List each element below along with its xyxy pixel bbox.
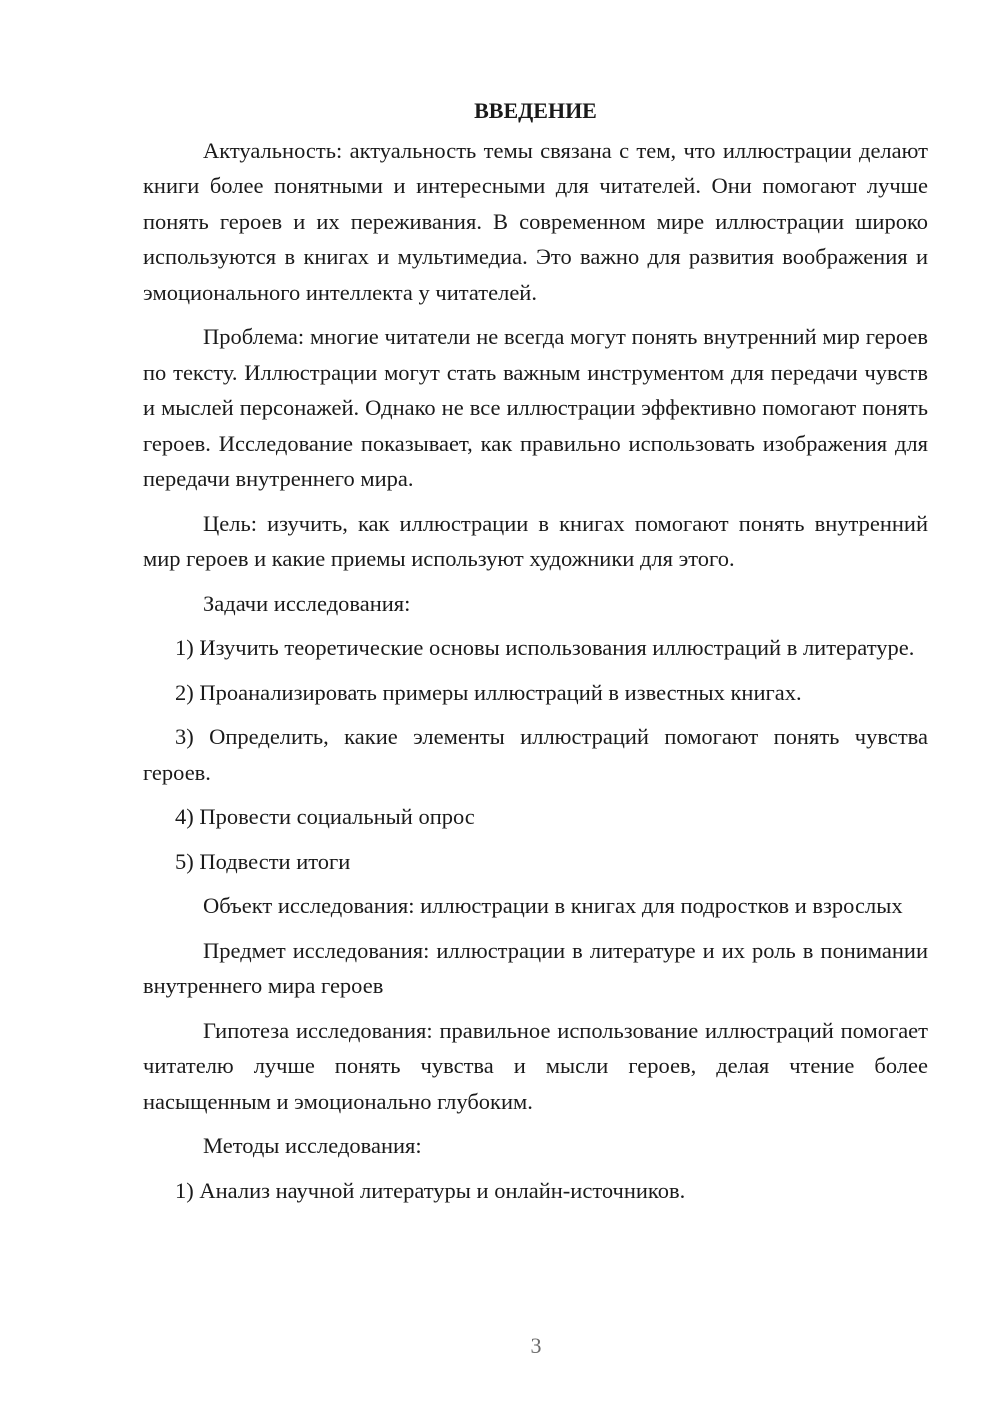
- methods-title: Методы исследования:: [203, 1133, 422, 1158]
- problem-paragraph: Проблема: многие читатели не всегда могут понять внутренний мир героев по тексту. Иллюстрации могут стать важным инструментом для передачи чувств и мыслей персонажей. Однако не все иллюстрации эффективно помогают понять героев. Исследование показывает, как правильно использовать изображения для передачи внутреннего мира.: [143, 324, 928, 491]
- task-item: 2) Проанализировать примеры иллюстраций в известных книгах.: [175, 679, 802, 705]
- method-item: 1) Анализ научной литературы и онлайн-источников.: [175, 1177, 686, 1203]
- page-number: 3: [530, 1333, 542, 1358]
- hypothesis-paragraph: Гипотеза исследования: правильное использование иллюстраций помогает читателю лучше понять чувства и мысли героев, делая чтение более насыщенным и эмоционально глубоким.: [143, 1017, 928, 1114]
- document-body: [143, 93, 928, 1208]
- tasks-title: Задачи исследования:: [203, 590, 411, 616]
- task-item: 1) Изучить теоретические основы использования иллюстраций в литературе.: [175, 635, 915, 660]
- object-paragraph: Объект исследования: иллюстрации в книгах для подростков и взрослых: [203, 893, 903, 918]
- task-item: 5) Подвести итоги: [175, 848, 351, 874]
- section-heading: ВВЕДЕНИЕ: [474, 98, 597, 123]
- relevance-paragraph: Актуальность: актуальность темы связана с тем, что иллюстрации делают книги более понятными и интересными для читателей. Они помогают лучше понять героев и их переживания. В современном мире иллюстрации широко используются в книгах и мультимедиа. Это важно для развития воображения и эмоционального интеллекта у читателей.: [143, 137, 928, 305]
- task-item: 4) Провести социальный опрос: [175, 804, 475, 829]
- subject-paragraph: Предмет исследования: иллюстрации в литературе и их роль в понимании внутреннего мира героев: [143, 937, 928, 998]
- task-item: 3) Определить, какие элементы иллюстраций помогают понять чувства героев.: [143, 724, 928, 785]
- goal-paragraph: Цель: изучить, как иллюстрации в книгах помогают понять внутренний мир героев и какие приемы используют художники для этого.: [143, 510, 928, 571]
